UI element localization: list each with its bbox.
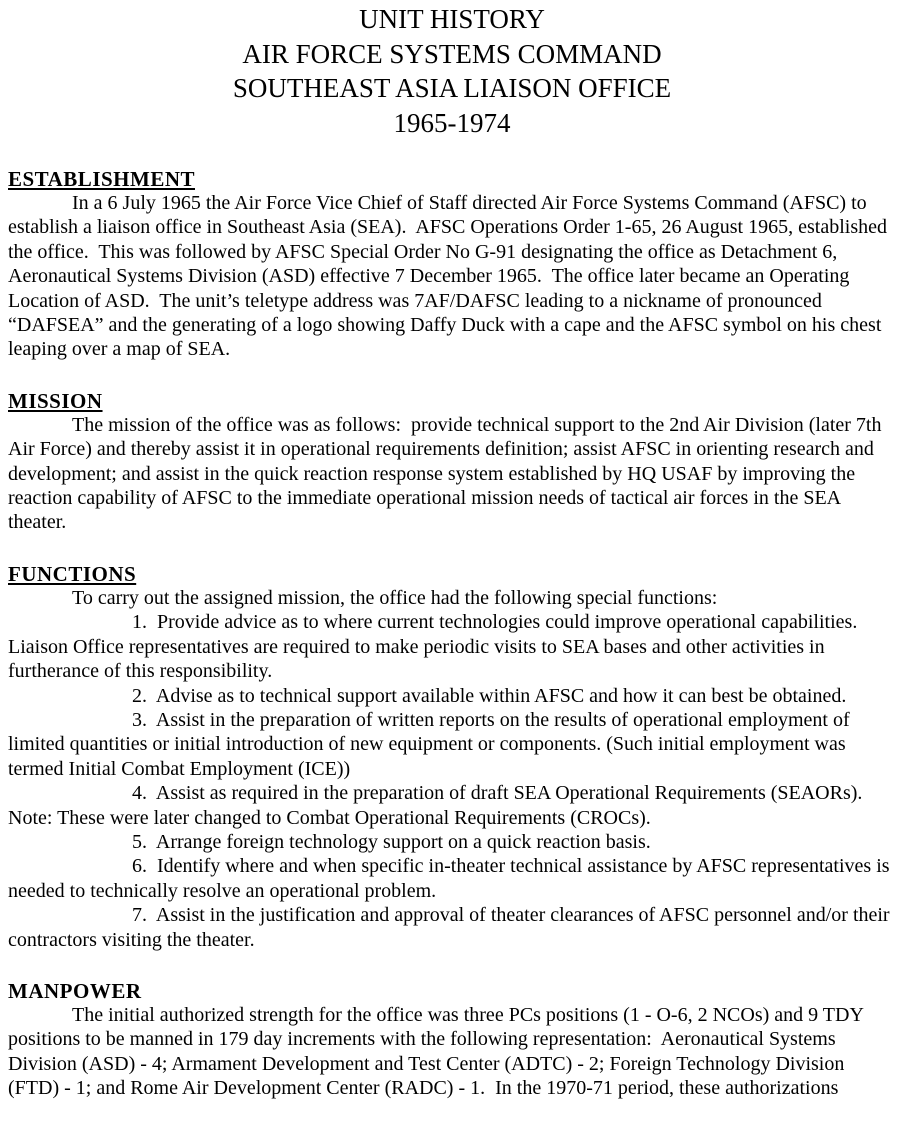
numbered-item-7: 7. Assist in the justification and approval of theater clearances of AFSC personnel and/or their contractors visiting the theater.: [8, 904, 895, 951]
manpower-paragraph: The initial authorized strength for the office was three PCs positions (1 - O-6, 2 NCOs) and 9 TDY positions to be manned in 179 day increments with the following representation: Aeronautical Systems Division (ASD) - 4; Armament Development and Test Center (ADTC) - 2; Foreign Technology Division (FTD) - 1; and Rome Air Development Center (RADC) - 1. In the 1970-71 period, these authorizations: [8, 1003, 869, 1100]
title-line-years: 1965-1974: [393, 107, 511, 138]
numbered-item-5: 5. Arrange foreign technology support on a quick reaction basis.: [132, 830, 651, 853]
section-heading-mission: MISSION: [8, 388, 103, 413]
section-heading-functions: FUNCTIONS: [8, 561, 137, 586]
numbered-item-3: 3. Assist in the preparation of written reports on the results of operational employment of limited quantities or initial introduction of new equipment or components. (Such initial employment was termed Initial Combat Employment (ICE)): [8, 708, 855, 780]
establishment-paragraph: In a 6 July 1965 the Air Force Vice Chief of Staff directed Air Force Systems Command (AFSC) to establish a liaison office in Southeast Asia (SEA). AFSC Operations Order 1-65, 26 August 1965, established the office. This was followed by AFSC Special Order No G-91 designating the office as Detachment 6, Aeronautical Systems Division (ASD) effective 7 December 1965. The office later became an Operating Location of ASD. The unit’s teletype address was 7AF/DAFSC leading to a nickname of pronounced “DAFSEA” and the generating of a logo showing Daffy Duck with a cape and the AFSC symbol on his chest leaping over a map of SEA.: [8, 192, 892, 361]
section-heading-establishment: ESTABLISHMENT: [8, 167, 195, 191]
title-line-command: AIR FORCE SYSTEMS COMMAND: [242, 38, 662, 69]
section-mission: [8, 389, 896, 535]
numbered-item-6: 6. Identify where and when specific in-theater technical assistance by AFSC representatives is needed to technically resolve an operational problem.: [8, 855, 895, 902]
section-manpower: [8, 979, 896, 1101]
mission-paragraph: The mission of the office was as follows: provide technical support to the 2nd Air Division (later 7th Air Force) and thereby assist it in operational requirements definition; assist AFSC in orienting research and development; and assist in the quick reaction response system established by HQ USAF by improving the reaction capability of AFSC to the immediate operational mission needs of tactical air forces in the SEA theater.: [8, 413, 886, 534]
numbered-item-2: 2. Advise as to technical support available within AFSC and how it can best be obtained.: [132, 684, 847, 707]
document-title-block: [8, 2, 896, 140]
title-line-unit-history: UNIT HISTORY: [359, 4, 545, 34]
numbered-item-1: 1. Provide advice as to where current technologies could improve operational capabilities. Liaison Office representatives are required to make periodic visits to SEA bases and other activities in furtherance of this responsibility.: [8, 611, 863, 683]
section-establishment: [8, 167, 896, 362]
section-functions: [8, 562, 896, 952]
title-line-office: SOUTHEAST ASIA LIAISON OFFICE: [232, 73, 672, 103]
section-heading-manpower: MANPOWER: [8, 978, 142, 1003]
functions-intro-paragraph: To carry out the assigned mission, the office had the following special functions:: [72, 586, 718, 609]
numbered-item-4: 4. Assist as required in the preparation of draft SEA Operational Requirements (SEAORs). Note: These were later changed to Combat Operational Requirements (CROCs).: [8, 782, 868, 829]
